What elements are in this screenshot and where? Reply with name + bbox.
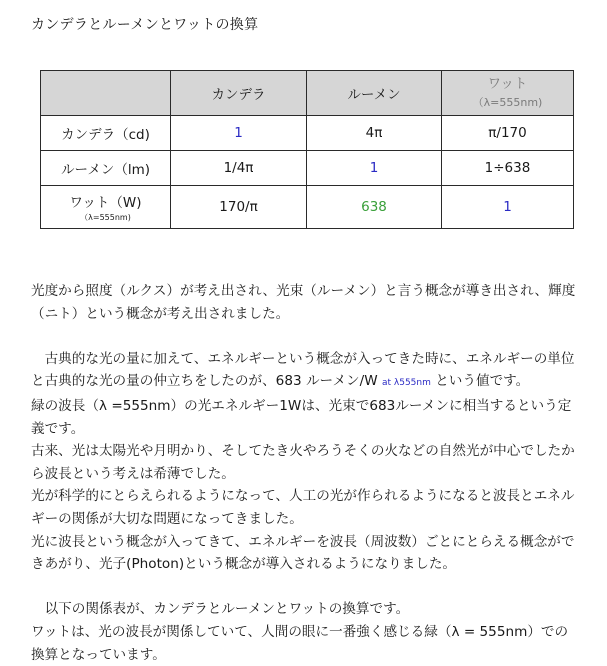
paragraph-6: 光に波長という概念が入ってきて、エネルギーを波長（周波数）ごとにとらえる概念ができあがり、光子(Photon)という概念が導入されるようになりました。 — [31, 533, 575, 573]
paragraph-1: 光度から照度（ルクス）が考え出され、光束（ルーメン）と言う概念が導き出され、輝度（ニト）という概念が考え出されました。 — [31, 283, 576, 322]
paragraph-4: 古来、光は太陽光や月明かり、そしてたき火やろうそくの火などの自然光が中心でしたから波長という考えは希薄でした。 — [31, 443, 575, 482]
header-candela: カンデラ — [171, 71, 307, 116]
cell-lm-lm: 1 — [307, 151, 442, 186]
paragraph-3: 緑の波長（λ =555nm）の光エネルギー1Wは、光束で683ルーメンに相当するという定義です。 — [31, 397, 572, 437]
cell-cd-lm: 4π — [307, 116, 442, 151]
cell-w-w: 1 — [442, 186, 574, 229]
cell-w-cd: 170/π — [171, 186, 307, 229]
page-title: カンデラとルーメンとワットの換算 — [31, 17, 259, 33]
cell-cd-w: π/170 — [442, 116, 574, 151]
body-text — [31, 280, 579, 666]
cell-lm-cd: 1/4π — [171, 151, 307, 186]
paragraph-2-text: 古典的な光の量に加えて、エネルギーという概念が入ってきた時に、エネルギーの単位と古典的な光の量の仲立ちをしたのが、683 ルーメン/W — [31, 350, 575, 390]
table-row — [41, 151, 574, 186]
row-label-watt: ワット（W) — [69, 195, 142, 211]
table-row — [41, 186, 574, 229]
conversion-table — [40, 70, 574, 229]
table-header-row — [41, 71, 574, 116]
header-watt-cell — [442, 71, 574, 116]
row-label-watt-wavelength: （λ=555nm) — [80, 213, 131, 222]
cell-lm-w: 1÷638 — [442, 151, 574, 186]
paragraph-5: 光が科学的にとらえられるようになって、人工の光が作られるようになると波長とエネルギーの関係が大切な問題になってきました。 — [31, 488, 575, 527]
table-row — [41, 116, 574, 151]
row-label-lumen: ルーメン（lm) — [41, 151, 171, 186]
cell-w-lm: 638 — [307, 186, 442, 229]
header-lumen: ルーメン — [307, 71, 442, 116]
paragraph-7: 以下の関係表が、カンデラとルーメンとワットの換算です。 — [31, 601, 410, 618]
header-watt-wavelength: （λ=555nm) — [472, 96, 543, 109]
paragraph-2-tail: という値です。 — [430, 373, 530, 390]
row-label-candela: カンデラ（cd) — [41, 116, 171, 151]
paragraph-8: ワットは、光の波長が関係していて、人間の眼に一番強く感じる緑（λ = 555nm）での換算となっています。 — [31, 623, 569, 663]
header-watt: ワット — [487, 75, 528, 92]
cell-cd-cd: 1 — [171, 116, 307, 151]
header-corner-cell — [41, 71, 171, 116]
row-label-watt-cell — [41, 186, 171, 229]
paragraph-2 — [31, 348, 579, 395]
paragraph-2-note: at λ555nm — [382, 378, 431, 389]
